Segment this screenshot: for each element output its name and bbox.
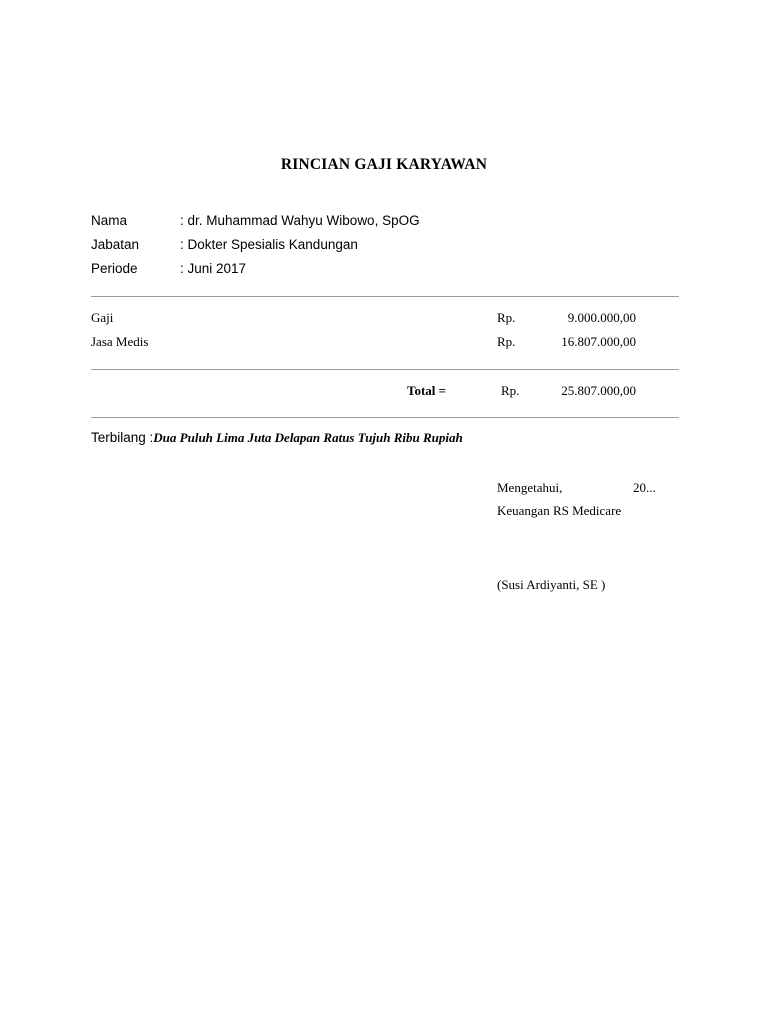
period-value: : Juni 2017 <box>180 261 247 276</box>
signature-department: Keuangan RS Medicare <box>497 503 622 518</box>
divider-bottom <box>91 417 679 418</box>
item-currency: Rp. <box>497 334 516 349</box>
divider-middle <box>91 369 679 370</box>
acknowledged-label: Mengetahui, <box>497 480 563 495</box>
amount-in-words <box>91 429 463 447</box>
signer-name: (Susi Ardiyanti, SE ) <box>497 577 606 592</box>
total-amount: 25.807.000,00 <box>561 383 636 398</box>
item-amount: 16.807.000,00 <box>561 334 636 349</box>
document-title: RINCIAN GAJI KARYAWAN <box>280 156 488 173</box>
total-label: Total = <box>407 383 447 398</box>
signature-date: 20... <box>633 480 656 495</box>
divider-top <box>91 296 679 297</box>
name-label: Nama <box>91 213 128 228</box>
period-label: Periode <box>91 261 138 276</box>
item-label: Jasa Medis <box>91 334 149 349</box>
total-currency: Rp. <box>501 383 520 398</box>
name-value: : dr. Muhammad Wahyu Wibowo, SpOG <box>180 213 420 228</box>
item-label: Gaji <box>91 310 114 325</box>
position-label: Jabatan <box>91 237 140 252</box>
terbilang-words: Dua Puluh Lima Juta Delapan Ratus Tujuh Ribu Rupiah <box>153 430 463 445</box>
item-amount: 9.000.000,00 <box>567 310 636 325</box>
item-currency: Rp. <box>497 310 516 325</box>
terbilang-label: Terbilang : <box>91 430 154 445</box>
position-value: : Dokter Spesialis Kandungan <box>180 237 358 252</box>
